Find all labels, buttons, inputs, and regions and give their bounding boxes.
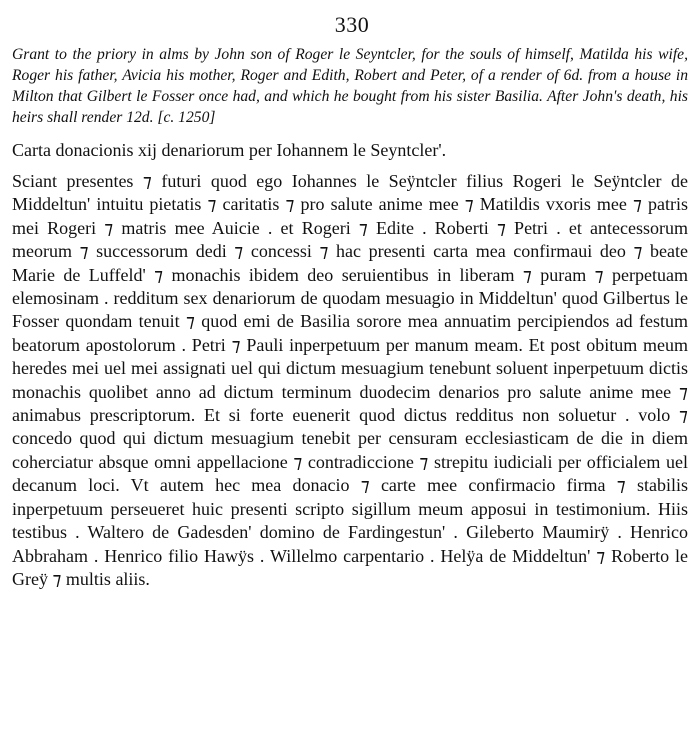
page-number: 330	[334, 12, 370, 37]
charter-title: Carta donacionis xij denariorum per Iohannem le Seyntcler'.	[12, 140, 447, 160]
charter-summary: Grant to the priory in alms by John son of Roger le Seyntcler, for the souls of himself, Matilda his wife, Roger his father, Avicia his mother, Roger and Edith, Robert and Peter, of a render of 6d. from a house in Milton that Gilbert le Fosser once had, and which he bought from his sister Basilia. After John's death, his heirs shall render 12d. [c. 1250]	[12, 46, 688, 126]
document-page	[12, 12, 692, 591]
charter-text: Sciant presentes ⁊ futuri quod ego Iohannes le Seÿntcler filius Rogeri le Seÿntcler de Middeltun' intuitu pietatis ⁊ caritatis ⁊ pro salute anime mee ⁊ Matildis vxoris mee ⁊ patris mei Rogeri ⁊ matris mee Auicie . et Rogeri ⁊ Edite . Roberti ⁊ Petri . et antecessorum meorum ⁊ successorum dedi ⁊ concessi ⁊ hac presenti carta mea confirmaui deo ⁊ beate Marie de Luffeld' ⁊ monachis ibidem deo seruientibus in liberam ⁊ puram ⁊ perpetuam elemosinam . redditum sex denariorum de quodam mesuagio in Middeltun' quod Gilbertus le Fosser quondam tenuit ⁊ quod emi de Basilia sorore mea annuatim percipiendos ad festum beatorum apostolorum . Petri ⁊ Pauli inperpetuum per manum meam. Et post obitum meum heredes mei uel mei assignati uel qui dictum mesuagium tenebunt soluent inperpetuum dictis monachis quolibet anno ad dictum terminum duodecim denarios pro salute anime mee ⁊ animabus prescriptorum. Et si forte euenerit quod dictus redditus non soluetur . volo ⁊ concedo quod qui dictum mesuagium tenebit per censuram ecclesiasticam de die in diem coherciatur absque omni appellacione ⁊ contradiccione ⁊ strepitu iudiciali per officialem uel decanum loci. Vt autem hec mea donacio ⁊ carte mee confirmacio firma ⁊ stabilis inperpetuum perseueret huic presenti scripto sigillum meum apposui in testimonium. Hiis testibus . Waltero de Gadesden' domino de Fardingestun' . Gileberto Maumirÿ . Henrico Abbraham . Henrico filio Hawÿs . Willelmo carpentario . Helÿa de Middeltun' ⁊ Roberto le Greÿ ⁊ multis aliis.	[12, 171, 688, 589]
